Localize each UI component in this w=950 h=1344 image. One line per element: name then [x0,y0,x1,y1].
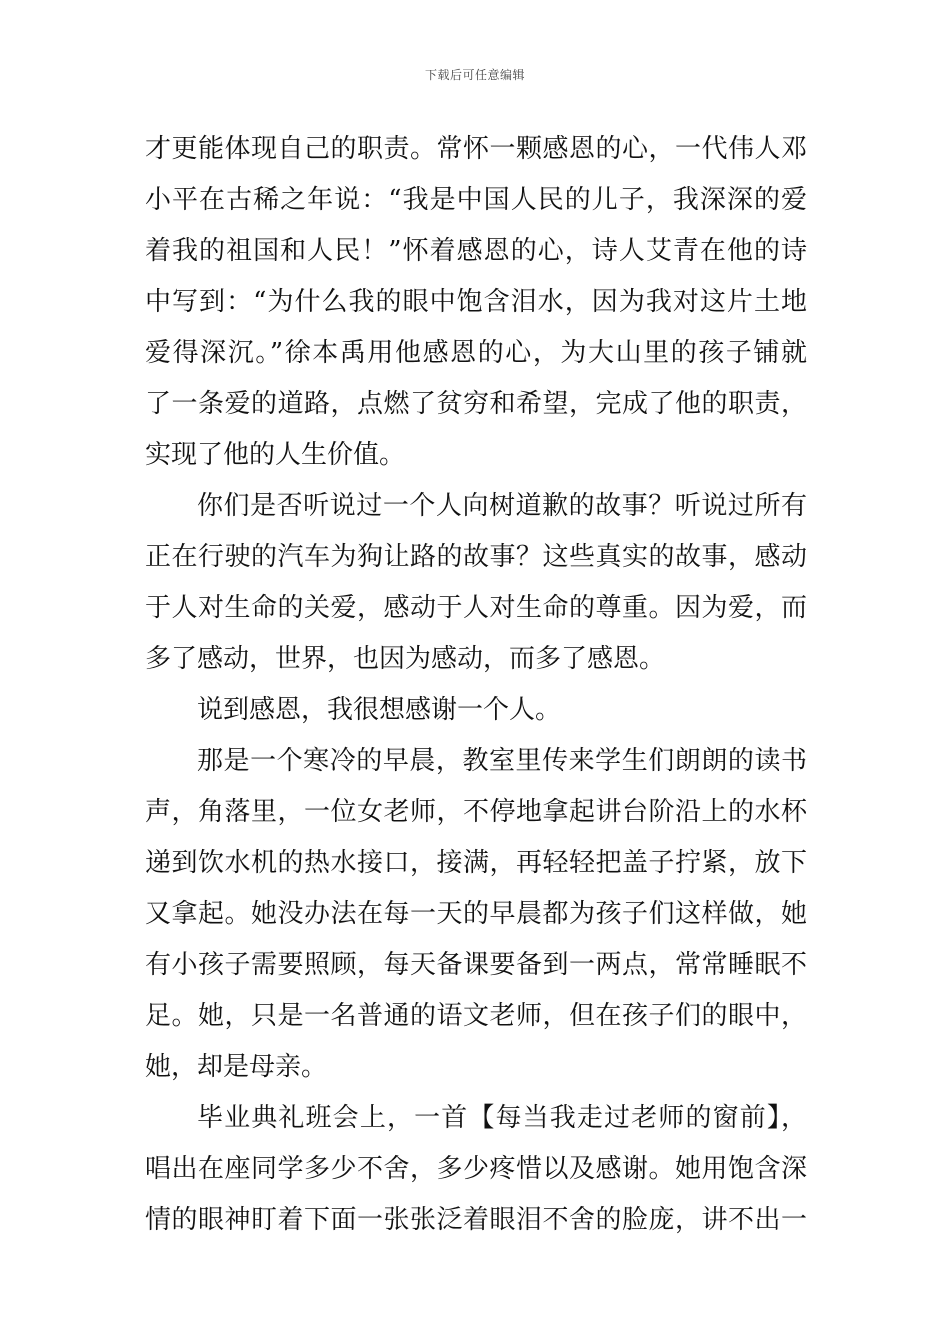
text-line-paragraph-start: 说到感恩，我很想感谢一个人。 [197,695,562,725]
page-header-note: 下载后可任意编辑 [424,68,525,82]
text-line: 正在行驶的汽车为狗让路的故事？这些真实的故事，感动 [145,542,807,572]
text-line: 于人对生命的关爱，感动于人对生命的尊重。因为爱，而 [145,593,807,623]
text-line: 了一条爱的道路，点燃了贫穷和希望，完成了他的职责， [145,389,807,419]
text-line: 情的眼神盯着下面一张张泛着眼泪不舍的脸庞，讲不出一 [145,1205,807,1235]
text-line: 才更能体现自己的职责。常怀一颗感恩的心，一代伟人邓 [145,134,807,164]
text-line: 足。她，只是一名普通的语文老师，但在孩子们的眼中， [145,1001,807,1031]
text-line: 多了感动，世界，也因为感动，而多了感恩。 [145,644,666,674]
text-line: 中写到：“为什么我的眼中饱含泪水，因为我对这片土地 [145,287,807,317]
text-line: 又拿起。她没办法在每一天的早晨都为孩子们这样做，她 [145,899,807,929]
text-line: 她，却是母亲。 [145,1052,328,1082]
text-line: 实现了他的人生价值。 [145,440,406,470]
text-line: 声，角落里，一位女老师，不停地拿起讲台阶沿上的水杯 [145,797,807,827]
text-line: 唱出在座同学多少不舍，多少疼惜以及感谢。她用饱含深 [145,1154,807,1184]
text-line: 小平在古稀之年说：“我是中国人民的儿子，我深深的爱 [145,185,807,215]
body-text [145,124,807,1246]
text-line: 有小孩子需要照顾，每天备课要备到一两点，常常睡眠不 [145,950,807,980]
text-line: 着我的祖国和人民！”怀着感恩的心，诗人艾青在他的诗 [145,236,807,266]
text-line-paragraph-start: 你们是否听说过一个人向树道歉的故事？听说过所有 [197,491,807,521]
text-line-paragraph-start: 那是一个寒冷的早晨，教室里传来学生们朗朗的读书 [197,746,807,776]
text-line-paragraph-start: 毕业典礼班会上，一首【每当我走过老师的窗前】， [197,1103,807,1133]
text-line: 递到饮水机的热水接口，接满，再轻轻把盖子拧紧，放下 [145,848,807,878]
text-line: 爱得深沉。”徐本禹用他感恩的心，为大山里的孩子铺就 [145,338,807,368]
